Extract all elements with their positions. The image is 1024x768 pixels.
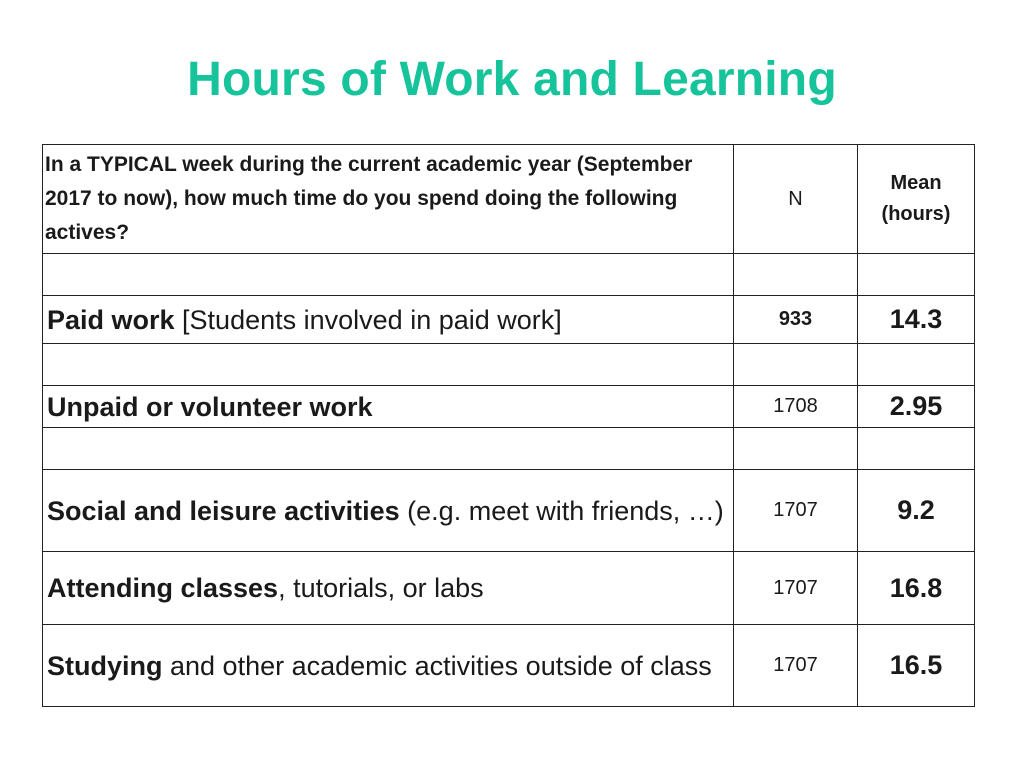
row-label: [43, 552, 734, 625]
row-label: [43, 386, 734, 428]
slide-title: Hours of Work and Learning: [187, 53, 837, 106]
row-label-rest: and other academic activities outside of class: [162, 650, 712, 681]
row-mean: 16.5: [858, 625, 975, 707]
hours-table: [42, 144, 975, 707]
row-n: 933: [734, 296, 858, 344]
row-mean: 16.8: [858, 552, 975, 625]
row-label-rest: (e.g. meet with friends, …): [399, 495, 724, 526]
row-label-rest: , tutorials, or labs: [278, 573, 484, 603]
row-n: 1707: [734, 470, 858, 552]
row-label-bold: Unpaid or volunteer work: [47, 391, 373, 422]
row-label-bold: Studying: [47, 650, 163, 681]
row-n: 1707: [734, 625, 858, 707]
row-label-bold: Paid work: [47, 304, 175, 335]
row-label: [43, 470, 734, 552]
row-n: 1708: [734, 386, 858, 428]
table-row: [43, 386, 975, 428]
row-mean: 9.2: [858, 470, 975, 552]
table-row: [43, 552, 975, 625]
table-row: [43, 296, 975, 344]
spacer-row: [43, 254, 975, 296]
row-label-bold: Social and leisure activities: [47, 495, 400, 526]
table-row: [43, 625, 975, 707]
row-label: [43, 296, 734, 344]
row-n: 1707: [734, 552, 858, 625]
mean-header-line1: Mean: [890, 172, 942, 194]
table-header-row: [43, 145, 975, 254]
spacer-row: [43, 344, 975, 386]
table-row: [43, 470, 975, 552]
row-label-rest: [Students involved in paid work]: [174, 304, 562, 335]
mean-header-line2: (hours): [881, 203, 951, 225]
question-header: In a TYPICAL week during the current academic year (September 2017 to now), how much time do you spend doing the following actives?: [43, 145, 734, 254]
row-mean: 14.3: [858, 296, 975, 344]
spacer-row: [43, 428, 975, 470]
n-header: N: [734, 145, 858, 254]
row-label-bold: Attending classes: [47, 573, 279, 603]
row-label: [43, 625, 734, 707]
row-mean: 2.95: [858, 386, 975, 428]
mean-header: [858, 145, 975, 254]
